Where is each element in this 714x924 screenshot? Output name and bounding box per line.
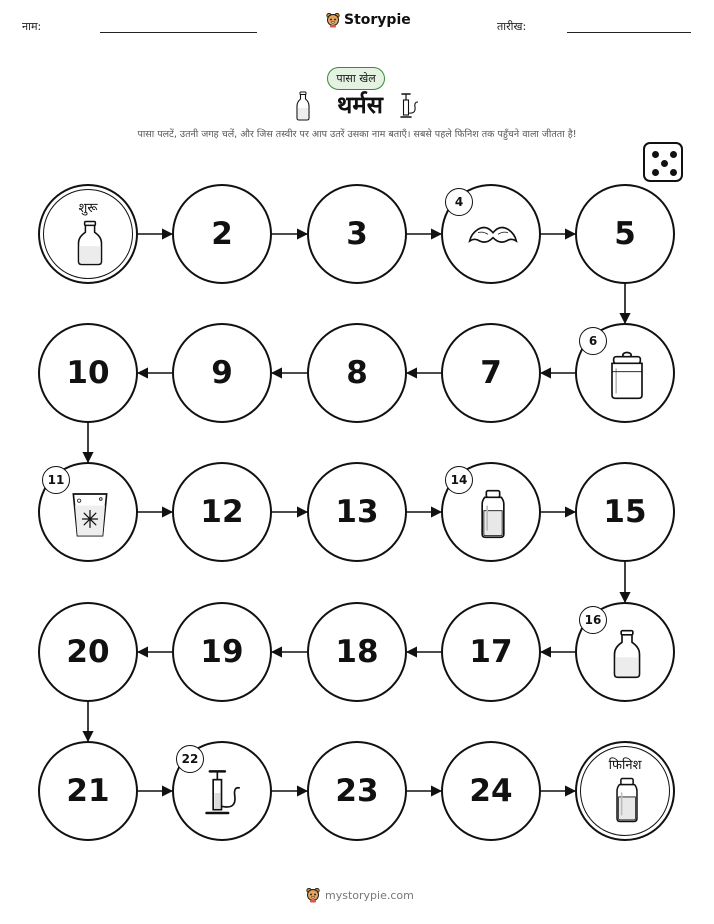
cell-number: 23: [335, 773, 379, 809]
cell-number-badge: 4: [445, 188, 473, 216]
mascot-icon: [306, 887, 320, 903]
page-title: थर्मस: [337, 91, 383, 119]
cell-number: 18: [335, 634, 379, 670]
brand-name: Storypie: [344, 12, 411, 28]
cell-number-badge: 11: [42, 466, 70, 494]
cell-number: 13: [335, 494, 379, 530]
board-cell: [307, 741, 407, 841]
board-cell: [575, 602, 675, 702]
board-cell: [307, 184, 407, 284]
board-cell: [307, 602, 407, 702]
board-cell: [172, 741, 272, 841]
board-cell: [441, 602, 541, 702]
cell-number: 9: [211, 355, 233, 391]
board-cell: [441, 462, 541, 562]
start-cell: [38, 184, 138, 284]
board-cell: [172, 462, 272, 562]
cell-number: 19: [200, 634, 244, 670]
finish-label: फिनिश: [608, 758, 642, 773]
cell-number: 8: [346, 355, 368, 391]
vial-icon: [468, 489, 518, 539]
cell-number: 5: [614, 216, 636, 252]
board-cell: [172, 184, 272, 284]
name-label: नाम:: [22, 20, 42, 33]
board-cell: [38, 741, 138, 841]
vial-icon: [609, 777, 645, 823]
board-cell: [172, 602, 272, 702]
board-cell: [575, 184, 675, 284]
milk-bottle-icon: [72, 220, 108, 266]
board-cell: [307, 462, 407, 562]
glass-jar-icon: [602, 350, 652, 400]
footer-url[interactable]: mystorypie.com: [325, 888, 414, 902]
cell-number: 24: [469, 773, 513, 809]
milk-bottle-icon: [602, 629, 652, 679]
board-cell: [38, 602, 138, 702]
cell-number-badge: 16: [579, 606, 607, 634]
cell-number: 10: [66, 355, 110, 391]
board-cell: [172, 323, 272, 423]
cell-number: 17: [469, 634, 513, 670]
board-cell: [307, 323, 407, 423]
cell-number: 3: [346, 216, 368, 252]
footer: [306, 887, 414, 903]
game-type-badge: पासा खेल: [327, 67, 385, 90]
air-pump-icon: [199, 768, 249, 818]
cell-number: 21: [66, 773, 110, 809]
cell-number-badge: 14: [445, 466, 473, 494]
cell-number-badge: 22: [176, 745, 204, 773]
start-label: शुरू: [78, 201, 98, 216]
cell-number: 7: [480, 355, 502, 391]
cell-number: 2: [211, 216, 233, 252]
board-cell: [38, 462, 138, 562]
ice-cup-icon: [65, 489, 115, 539]
board-cell: [575, 323, 675, 423]
mustache-icon: [468, 211, 518, 261]
board-cell: [441, 741, 541, 841]
board-cell: [441, 323, 541, 423]
board-cell: [38, 323, 138, 423]
date-label: तारीख:: [497, 20, 527, 33]
board-cell: [441, 184, 541, 284]
cell-number: 20: [66, 634, 110, 670]
instructions-text: पासा पलटें, उतनी जगह चलें, और जिस तस्वीर पर आप उतरें उसका नाम बताएँ। सबसे पहले फिनिश तक पहुँचने वाला जीतता है!: [137, 129, 577, 140]
board-cell: [575, 462, 675, 562]
cell-number: 12: [200, 494, 244, 530]
finish-cell: [575, 741, 675, 841]
cell-number-badge: 6: [579, 327, 607, 355]
cell-number: 15: [603, 494, 647, 530]
